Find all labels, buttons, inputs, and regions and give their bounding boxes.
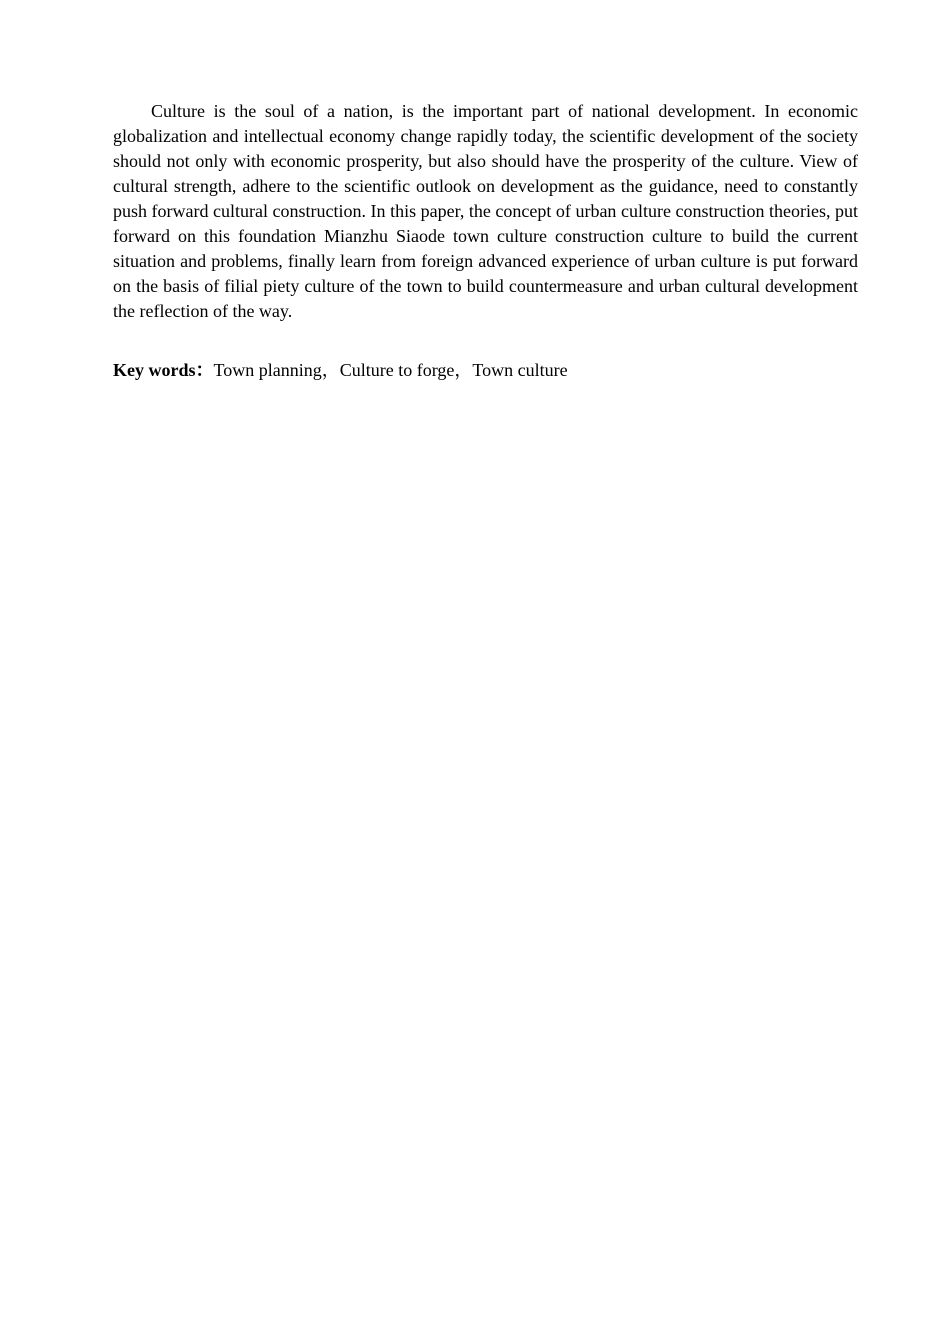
keywords-label: Key words (113, 360, 196, 380)
keyword-separator: ， (321, 360, 340, 380)
abstract-paragraph: Culture is the soul of a nation, is the important part of national development. In economic globalization and intellectual economy change rapidly today, the scientific development of the society should not only with economic prosperity, but also should have the prosperity of the culture. View of cultural strength, adhere to the scientific outlook on development as the guidance, need to constantly push forward cultural construction. In this paper, the concept of urban culture construction theories, put forward on this foundation Mianzhu Siaode town culture construction culture to build the current situation and problems, finally learn from foreign advanced experience of urban culture is put forward on the basis of filial piety culture of the town to build countermeasure and urban cultural development the reflection of the way. (113, 101, 858, 321)
keyword-separator: ， (454, 360, 473, 380)
keyword-item: Town culture (472, 360, 568, 380)
keyword-item: Town planning (213, 360, 322, 380)
keywords-colon: ： (195, 360, 214, 380)
keyword-item: Culture to forge (339, 360, 455, 380)
keywords-line (113, 358, 858, 383)
